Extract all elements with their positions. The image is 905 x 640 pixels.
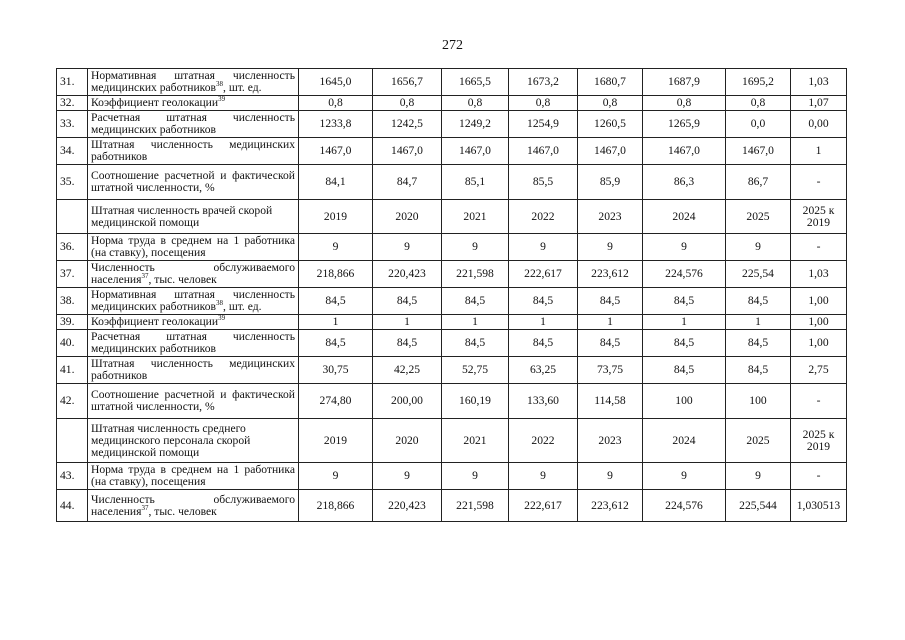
value-cell: 1,030513	[791, 490, 847, 522]
value-cell: 100	[726, 384, 791, 419]
footnote-ref: 38	[216, 299, 224, 308]
value-cell: 222,617	[509, 261, 578, 288]
value-cell: 223,612	[578, 490, 643, 522]
value-cell: 1249,2	[442, 111, 509, 138]
value-cell: 1645,0	[299, 69, 373, 96]
value-cell: 1	[726, 315, 791, 330]
year-header-cell: 2025 к 2019	[791, 200, 847, 234]
row-description	[88, 463, 299, 490]
year-header-cell: 2019	[299, 419, 373, 463]
value-cell: 1665,5	[442, 69, 509, 96]
year-header-cell: 2021	[442, 419, 509, 463]
footnote-ref: 39	[218, 95, 226, 104]
value-cell: 220,423	[373, 261, 442, 288]
value-cell: 84,1	[299, 165, 373, 200]
value-cell: 1,03	[791, 69, 847, 96]
value-cell: 100	[643, 384, 726, 419]
section-header-row	[57, 200, 847, 234]
value-cell: 85,5	[509, 165, 578, 200]
value-cell: 1467,0	[509, 138, 578, 165]
value-cell: 0,8	[442, 96, 509, 111]
year-header-cell: 2020	[373, 200, 442, 234]
year-header-cell: 2025	[726, 200, 791, 234]
value-cell: 84,5	[509, 330, 578, 357]
value-cell: 224,576	[643, 490, 726, 522]
value-cell: 9	[442, 234, 509, 261]
value-cell: 1680,7	[578, 69, 643, 96]
value-cell: 85,1	[442, 165, 509, 200]
value-cell: 225,54	[726, 261, 791, 288]
value-cell: 1,07	[791, 96, 847, 111]
row-number	[57, 200, 88, 234]
value-cell: 42,25	[373, 357, 442, 384]
row-description-unit: , тыс. человек	[148, 273, 217, 286]
row-description	[88, 357, 299, 384]
value-cell: 218,866	[299, 261, 373, 288]
value-cell: 86,3	[643, 165, 726, 200]
value-cell: 0,8	[299, 96, 373, 111]
table-row	[57, 111, 847, 138]
row-description-text: Штатная численность медицинских работников	[91, 138, 295, 163]
value-cell: 1260,5	[578, 111, 643, 138]
row-description-text: Расчетная штатная численность медицинских работников	[91, 111, 295, 136]
value-cell: 1467,0	[726, 138, 791, 165]
value-cell: 84,5	[726, 288, 791, 315]
footnote-ref: 37	[141, 272, 149, 281]
value-cell: 1467,0	[373, 138, 442, 165]
year-header-cell: 2021	[442, 200, 509, 234]
value-cell: 9	[509, 234, 578, 261]
row-number: 36.	[57, 234, 88, 261]
row-description-unit: , шт. ед.	[223, 81, 262, 94]
table-row	[57, 330, 847, 357]
value-cell: -	[791, 165, 847, 200]
value-cell: 73,75	[578, 357, 643, 384]
row-description	[88, 69, 299, 96]
value-cell: 221,598	[442, 490, 509, 522]
value-cell: 1673,2	[509, 69, 578, 96]
value-cell: 84,5	[578, 288, 643, 315]
value-cell: 9	[299, 234, 373, 261]
row-description-text: Коэффициент геолокации	[91, 96, 219, 109]
value-cell: -	[791, 384, 847, 419]
value-cell: 223,612	[578, 261, 643, 288]
row-description-text: Нормативная штатная численность медицинских работников	[91, 69, 295, 94]
row-number: 44.	[57, 490, 88, 522]
value-cell: 1265,9	[643, 111, 726, 138]
value-cell: 84,5	[442, 330, 509, 357]
table-row	[57, 138, 847, 165]
table-row	[57, 288, 847, 315]
row-description-unit: , тыс. человек	[148, 504, 217, 518]
row-number	[57, 419, 88, 463]
value-cell: 0,00	[791, 111, 847, 138]
value-cell: 1,00	[791, 330, 847, 357]
value-cell: 0,8	[726, 96, 791, 111]
row-description	[88, 490, 299, 522]
row-description-text: Нормативная штатная численность медицинских работников	[91, 288, 295, 313]
table-row	[57, 261, 847, 288]
section-header-row	[57, 419, 847, 463]
row-number: 39.	[57, 315, 88, 330]
value-cell: 0,8	[373, 96, 442, 111]
year-header-cell: 2024	[643, 419, 726, 463]
row-description-text: Численность обслуживаемого населения	[91, 261, 295, 286]
row-description	[88, 261, 299, 288]
value-cell: 1,00	[791, 315, 847, 330]
value-cell: 1	[442, 315, 509, 330]
value-cell: 63,25	[509, 357, 578, 384]
row-description-text: Коэффициент геолокации	[91, 315, 219, 328]
value-cell: 133,60	[509, 384, 578, 419]
value-cell: 1,03	[791, 261, 847, 288]
row-description	[88, 419, 299, 463]
value-cell: 1	[791, 138, 847, 165]
value-cell: 9	[509, 463, 578, 490]
row-number: 31.	[57, 69, 88, 96]
row-description	[88, 96, 299, 111]
value-cell: 1254,9	[509, 111, 578, 138]
value-cell: 220,423	[373, 490, 442, 522]
table-row	[57, 384, 847, 419]
value-cell: 85,9	[578, 165, 643, 200]
row-number: 35.	[57, 165, 88, 200]
value-cell: 9	[643, 234, 726, 261]
table-row	[57, 357, 847, 384]
page-number: 272	[442, 38, 463, 53]
value-cell: 30,75	[299, 357, 373, 384]
value-cell: 9	[726, 234, 791, 261]
data-table	[56, 68, 847, 522]
value-cell: 1695,2	[726, 69, 791, 96]
row-description	[88, 315, 299, 330]
row-description	[88, 330, 299, 357]
value-cell: 84,5	[373, 288, 442, 315]
row-description-text: Штатная численность среднего медицинского персонала скорой медицинской помощи	[91, 421, 251, 459]
value-cell: 9	[442, 463, 509, 490]
value-cell: 1687,9	[643, 69, 726, 96]
value-cell: 9	[643, 463, 726, 490]
row-description	[88, 165, 299, 200]
year-header-cell: 2025 к 2019	[791, 419, 847, 463]
row-number: 38.	[57, 288, 88, 315]
value-cell: 84,5	[726, 330, 791, 357]
value-cell: 1656,7	[373, 69, 442, 96]
value-cell: 0,0	[726, 111, 791, 138]
value-cell: 1467,0	[299, 138, 373, 165]
table-row	[57, 315, 847, 330]
value-cell: 160,19	[442, 384, 509, 419]
value-cell: 1	[299, 315, 373, 330]
table-body	[57, 69, 847, 522]
value-cell: 84,7	[373, 165, 442, 200]
value-cell: 84,5	[643, 330, 726, 357]
row-description-text: Соотношение расчетной и фактической штатной численности, %	[91, 388, 295, 413]
value-cell: 274,80	[299, 384, 373, 419]
value-cell: 84,5	[442, 288, 509, 315]
row-number: 32.	[57, 96, 88, 111]
row-number: 41.	[57, 357, 88, 384]
value-cell: 9	[578, 463, 643, 490]
value-cell: 0,8	[578, 96, 643, 111]
row-description-text: Расчетная штатная численность медицинских работников	[91, 330, 295, 355]
value-cell: 84,5	[643, 288, 726, 315]
row-description	[88, 384, 299, 419]
value-cell: 84,5	[509, 288, 578, 315]
value-cell: 221,598	[442, 261, 509, 288]
year-header-cell: 2025	[726, 419, 791, 463]
row-description	[88, 138, 299, 165]
row-number: 37.	[57, 261, 88, 288]
row-number: 43.	[57, 463, 88, 490]
value-cell: 1467,0	[442, 138, 509, 165]
table-row	[57, 96, 847, 111]
value-cell: 9	[726, 463, 791, 490]
value-cell: 225,544	[726, 490, 791, 522]
year-header-cell: 2020	[373, 419, 442, 463]
value-cell: 1467,0	[643, 138, 726, 165]
value-cell: 9	[373, 463, 442, 490]
table-row	[57, 463, 847, 490]
value-cell: 9	[373, 234, 442, 261]
year-header-cell: 2023	[578, 419, 643, 463]
value-cell: 9	[299, 463, 373, 490]
value-cell: 200,00	[373, 384, 442, 419]
value-cell: 84,5	[578, 330, 643, 357]
table-row	[57, 69, 847, 96]
row-description	[88, 234, 299, 261]
row-description-text: Численность обслуживаемого населения	[91, 492, 295, 518]
value-cell: 2,75	[791, 357, 847, 384]
table-row	[57, 490, 847, 522]
value-cell: 86,7	[726, 165, 791, 200]
value-cell: 9	[578, 234, 643, 261]
row-description-text: Норма труда в среднем на 1 работника (на ставку), посещения	[91, 234, 295, 259]
row-description-text: Штатная численность врачей скорой медицинской помощи	[91, 203, 273, 229]
footnote-ref: 39	[218, 314, 226, 323]
table-row	[57, 165, 847, 200]
row-description	[88, 288, 299, 315]
value-cell: 84,5	[373, 330, 442, 357]
row-description-text: Норма труда в среднем на 1 работника (на ставку), посещения	[91, 463, 295, 488]
year-header-cell: 2019	[299, 200, 373, 234]
value-cell: 1233,8	[299, 111, 373, 138]
row-description	[88, 111, 299, 138]
row-number: 40.	[57, 330, 88, 357]
value-cell: 84,5	[299, 288, 373, 315]
value-cell: 84,5	[726, 357, 791, 384]
value-cell: 224,576	[643, 261, 726, 288]
value-cell: 0,8	[509, 96, 578, 111]
year-header-cell: 2022	[509, 200, 578, 234]
value-cell: 1467,0	[578, 138, 643, 165]
row-number: 34.	[57, 138, 88, 165]
row-description-unit: , шт. ед.	[223, 300, 262, 313]
table-row	[57, 234, 847, 261]
row-description-text: Соотношение расчетной и фактической штатной численности, %	[91, 169, 295, 194]
value-cell: 1	[643, 315, 726, 330]
value-cell: 218,866	[299, 490, 373, 522]
value-cell: 222,617	[509, 490, 578, 522]
footnote-ref: 38	[216, 80, 224, 89]
footnote-ref: 37	[141, 503, 149, 512]
value-cell: 1	[509, 315, 578, 330]
value-cell: 1,00	[791, 288, 847, 315]
value-cell: 52,75	[442, 357, 509, 384]
year-header-cell: 2023	[578, 200, 643, 234]
value-cell: 84,5	[299, 330, 373, 357]
row-number: 33.	[57, 111, 88, 138]
value-cell: 114,58	[578, 384, 643, 419]
year-header-cell: 2024	[643, 200, 726, 234]
value-cell: 0,8	[643, 96, 726, 111]
value-cell: 1	[578, 315, 643, 330]
value-cell: -	[791, 463, 847, 490]
row-number: 42.	[57, 384, 88, 419]
value-cell: 1	[373, 315, 442, 330]
value-cell: -	[791, 234, 847, 261]
row-description	[88, 200, 299, 234]
value-cell: 84,5	[643, 357, 726, 384]
row-description-text: Штатная численность медицинских работников	[91, 357, 295, 382]
year-header-cell: 2022	[509, 419, 578, 463]
value-cell: 1242,5	[373, 111, 442, 138]
